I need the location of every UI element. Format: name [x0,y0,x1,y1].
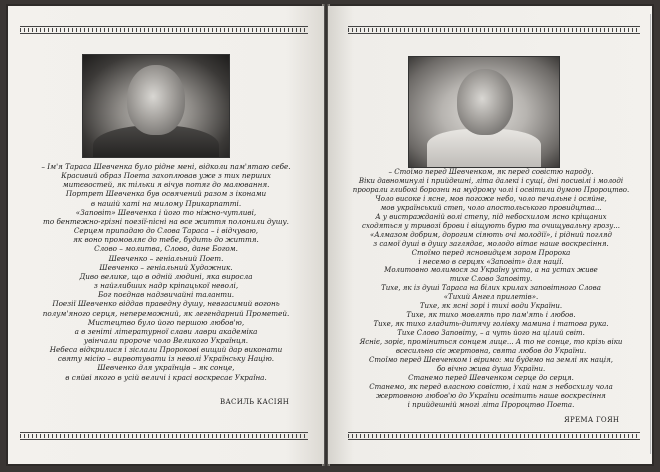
portrait-photo-left [82,54,230,158]
text-line: митєвостей, як тільки я вічув потяг до малювання. [62,180,270,190]
text-line: тихе Слово Заповіту. [449,275,533,284]
text-line: Красивий образ Поета захоплював уже з тих перших [61,171,271,181]
text-line: Слово – молитва, Слово, дане Богом. [94,244,238,254]
text-line: бо вічно жива душа України. [436,364,546,373]
text-line: Шевченко – геніальний Художник. [99,262,233,272]
text-line: як воно промовляє до тебе, будить до життя. [73,235,259,245]
text-line: Ясніє, зоріє, проміниться сонцем лице... А то не сонце, то крізь віки [359,338,623,347]
text-line: Чоло високе і ясне, мов погоже небо, чоло печальне і осяйне, [375,194,607,203]
text-line: проорали глибокі борозни на мудрому чолі і освітили думою Пророцтво. [352,185,630,194]
text-line: Шевченко для українців – як сонце, [97,363,235,373]
text-line: – Ім'я Тараса Шевченка було рідне мені, відколи пам'ятаю себе. [41,162,291,171]
text-line: полум'яного серця, непереможний, як легендарний Прометей. [42,308,290,318]
bottom-ornament-border [348,432,640,440]
portrait-head [127,65,185,135]
text-line: Шевченко – геніальний Поет. [108,253,224,263]
book-spread [6,4,654,466]
text-line: то бентежно-грізні поезії-пісні на все життя полонили душу. [43,216,289,226]
text-line: Станемо перед Шевченком серце до серця. [408,373,574,382]
text-line: всесильно сіє жертовна, свята любов до України. [395,347,587,356]
text-line: Портрет Шевченка був освячений разом з іконами [65,189,267,199]
right-text-block [338,168,644,410]
text-line: з найглибших надр кріпацької неволі, [93,281,239,291]
text-line: Тихе, як із душі Тараса на білих крилах заповітного Слова [381,284,601,293]
text-line: жертовною любов'ю до України освітить наше воскресіння [376,391,606,400]
text-line: А у вистражданій волі степу, під небосхилом ясно кріщаних [375,212,607,221]
text-line: Диво велике, що в одній людині, яка виросла [79,271,253,281]
text-line: і прийдешній многі літа Пророцтво Поета. [407,400,575,409]
left-page [8,6,324,464]
text-line: а в зеніті літературної слави лаври академіка [74,326,258,336]
text-line: в сяйві якого в усій величі і красі воскресає Україна. [65,372,267,382]
text-line: Стоїмо перед ясновидцем зором Пророка [411,248,571,257]
text-line: в нашій хаті на милому Прикарпатті. [90,198,242,208]
text-line: Поезії Шевченко віддав праведну душу, невгасимий вогонь [52,299,280,309]
page-edges [650,14,652,454]
text-line: Тихе, як ясні зорі і тихі води України. [419,302,563,311]
text-line: і несемо в серцях «Заповіт» для нації. [418,257,564,266]
text-line: «Заповіт» Шевченка і його то ніжно-чутливі, [75,207,257,217]
top-ornament-border [20,26,308,34]
text-line: з самої душі в душу заглядає, молодо вітає наше воскресіння. [373,239,609,248]
text-line: Віки давноминулі і прийдешні, літа далекі і сущі, дні посивілі і молоді [358,176,624,185]
signature-right: ЯРЕМА ГОЯН [564,416,620,424]
text-line: Бог поєднав надзвичайні таланти. [98,290,234,300]
portrait-photo-right [408,56,560,168]
text-line: сходяться у тривозі брови і віщують бурю та очищувальну грозу... [362,221,620,230]
text-line: святу місію – вирвотувати із неволі Українську Націю. [57,354,275,364]
portrait-head [457,69,513,135]
bottom-ornament-border [20,432,308,440]
text-line: Стоїмо перед Шевченком і віримо: ми будемо на землі як нація, [369,356,613,365]
text-line: – Стоїмо перед Шевченком, як перед совістю народу. [388,168,594,176]
text-line: Тихе Слово Заповіту, – а чуть його на цілий світ. [397,329,585,338]
signature-left: ВАСИЛЬ КАСІЯН [220,398,290,406]
text-line: Молитовно молимося за Україну уста, а на устах живе [384,266,598,275]
left-text-block [16,162,316,382]
text-line: мов український степ, чоло апостольського провидцтва... [380,203,602,212]
text-line: «Алмазом добрим, дорогим сіяють очі молодії», і рідний погляд [370,230,612,239]
text-line: Небеса відкрилися і зіслали Пророкові вищий дар виконати [49,345,283,355]
right-page [328,6,652,464]
text-line: Серцем припадаю до Слова Тараса – і відчуваю, [73,226,259,236]
text-line: Тихе, як тихо гладить-дитячу голівку мамина і татова рука. [373,320,609,329]
text-line: Мистецтво було його першою любов'ю, [87,317,245,327]
text-line: Станемо, як перед власною совістю, і хай нам з небосхилу чола [369,382,613,391]
text-line: Тихе, як тихо мовлять про пам'ять і любов. [406,311,576,320]
text-line: увінчали пророче чоло Великого Українця. [83,335,249,345]
top-ornament-border [348,26,640,34]
text-line: «Тихий Ангел прилетів». [443,293,539,302]
